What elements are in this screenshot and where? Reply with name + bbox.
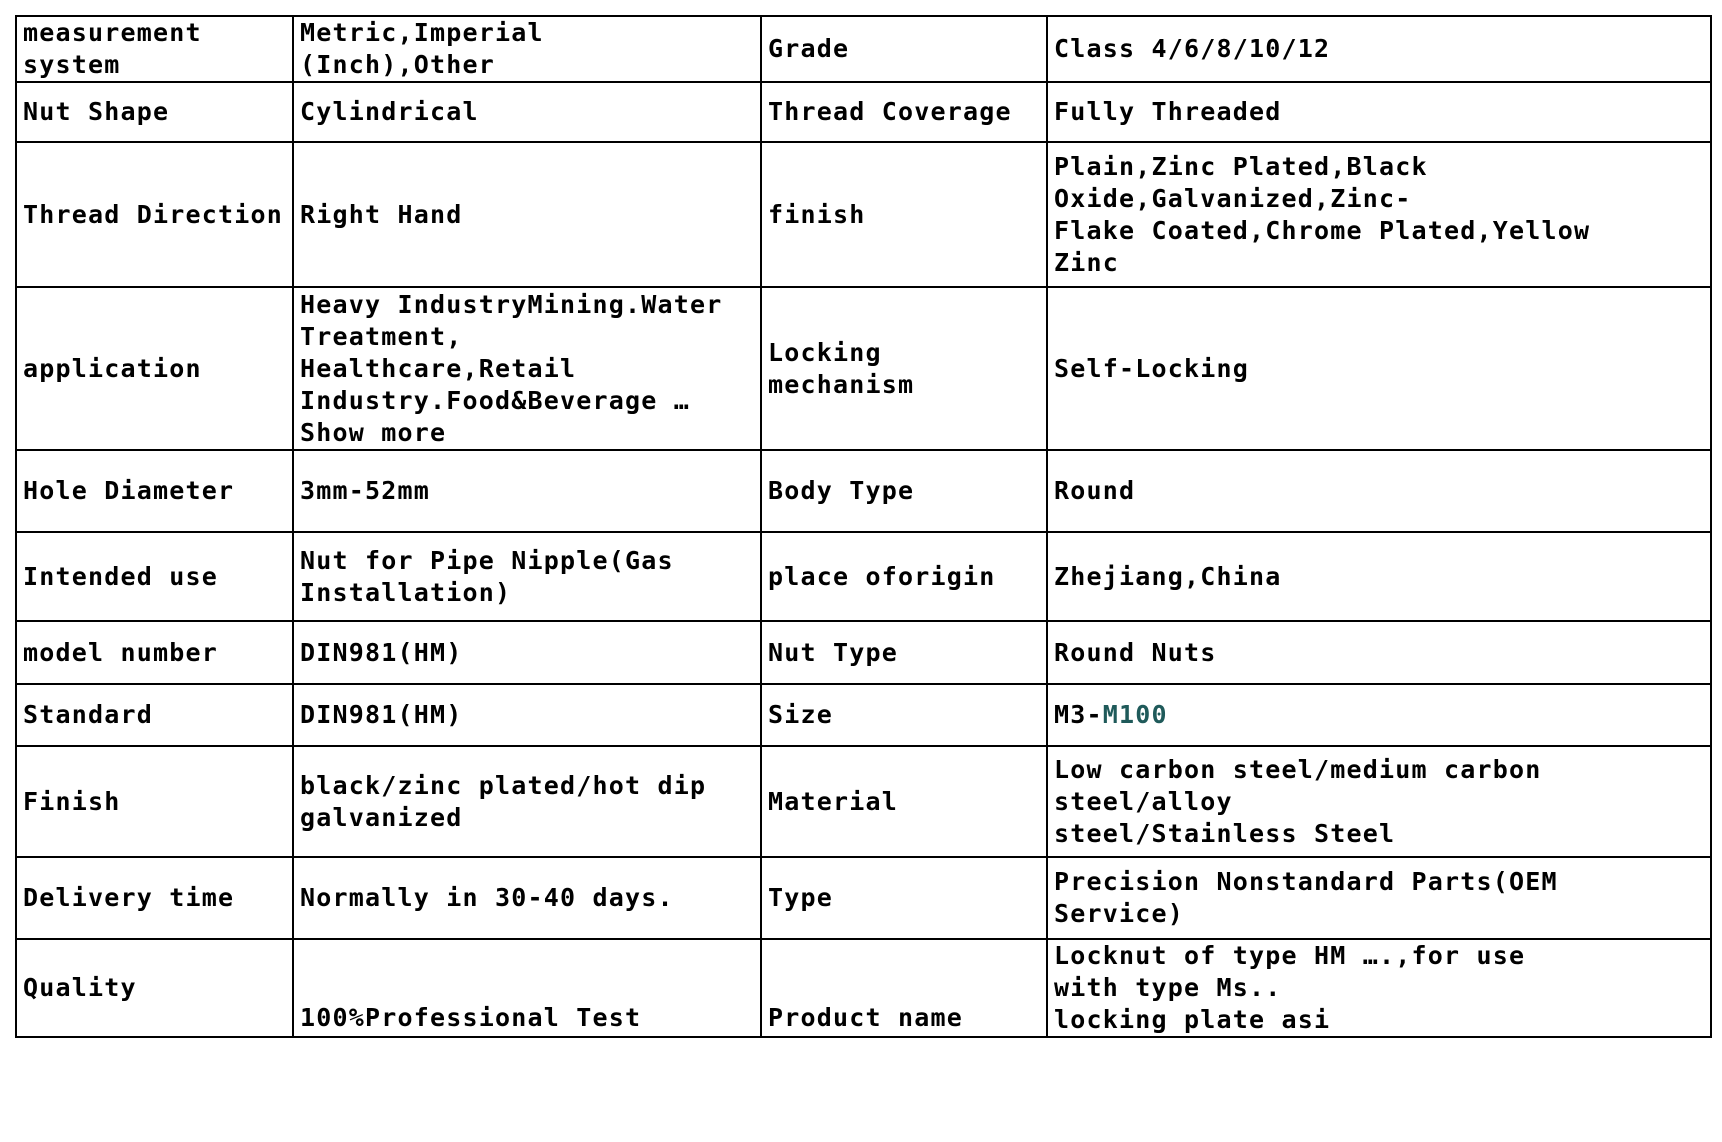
finish-2-line: galvanized — [300, 802, 463, 832]
table-row — [16, 746, 1711, 857]
spec-key-size: Size — [761, 684, 1047, 746]
spec-key-model-number: model number — [16, 621, 293, 684]
spec-value-material — [1047, 746, 1711, 857]
show-more-link[interactable]: Show more — [300, 417, 447, 447]
spec-value-model-number: DIN981(HM) — [293, 621, 761, 684]
spec-key-product-name: Product name — [761, 939, 1047, 1037]
spec-value-finish-2 — [293, 746, 761, 857]
spec-value-product-name — [1047, 939, 1711, 1037]
type-line: Precision Nonstandard Parts(OEM — [1054, 867, 1558, 896]
spec-value-finish — [1047, 142, 1711, 287]
table-row — [16, 939, 1711, 1037]
material-line: Low carbon steel/medium carbon — [1054, 754, 1542, 784]
spec-key-thread-coverage: Thread Coverage — [761, 82, 1047, 142]
spec-value-nut-type: Round Nuts — [1047, 621, 1711, 684]
spec-key-type: Type — [761, 857, 1047, 939]
spec-key-quality: Quality — [16, 939, 293, 1037]
spec-value-locking-mechanism: Self-Locking — [1047, 287, 1711, 450]
spec-key-measurement-system: measurement system — [16, 16, 293, 82]
table-row — [16, 287, 1711, 450]
spec-key-nut-shape: Nut Shape — [16, 82, 293, 142]
application-line: Treatment, — [300, 321, 463, 351]
spec-key-place-of-origin: place oforigin — [761, 532, 1047, 621]
type-line: Service) — [1054, 899, 1185, 928]
spec-key-thread-direction: Thread Direction — [16, 142, 293, 287]
finish-line: Plain,Zinc Plated,Black — [1054, 151, 1428, 181]
spec-key-locking-mechanism: Locking mechanism — [761, 287, 1047, 450]
application-line: Healthcare,Retail — [300, 353, 577, 383]
application-line: Heavy IndustryMining.Water — [300, 289, 723, 319]
spec-key-finish: finish — [761, 142, 1047, 287]
table-row — [16, 621, 1711, 684]
spec-value-delivery-time: Normally in 30-40 days. — [293, 857, 761, 939]
table-row — [16, 450, 1711, 532]
intended-use-line: Installation) — [300, 577, 512, 607]
spec-value-size — [1047, 684, 1711, 746]
material-line: steel/Stainless Steel — [1054, 818, 1396, 848]
finish-line: Oxide,Galvanized,Zinc- — [1054, 183, 1412, 213]
spec-value-thread-direction: Right Hand — [293, 142, 761, 287]
finish-line: Zinc — [1054, 247, 1120, 277]
spec-key-delivery-time: Delivery time — [16, 857, 293, 939]
spec-value-application — [293, 287, 761, 450]
spec-key-application: application — [16, 287, 293, 450]
table-row — [16, 857, 1711, 939]
spec-key-intended-use: Intended use — [16, 532, 293, 621]
spec-key-grade: Grade — [761, 16, 1047, 82]
product-spec-table — [15, 15, 1712, 1038]
spec-key-nut-type: Nut Type — [761, 621, 1047, 684]
table-row — [16, 684, 1711, 746]
spec-key-material: Material — [761, 746, 1047, 857]
material-line: steel/alloy — [1054, 786, 1233, 816]
intended-use-line: Nut for Pipe Nipple(Gas — [300, 545, 674, 575]
product-name-line: locking plate asi — [1054, 1005, 1331, 1034]
spec-value-grade: Class 4/6/8/10/12 — [1047, 16, 1711, 82]
product-name-line: Locknut of type HM ….,for use — [1054, 941, 1526, 970]
spec-value-measurement-system: Metric,Imperial (Inch),Other — [293, 16, 761, 82]
spec-key-hole-diameter: Hole Diameter — [16, 450, 293, 532]
spec-value-body-type: Round — [1047, 450, 1711, 532]
table-row — [16, 16, 1711, 82]
spec-value-quality: 100%Professional Test — [293, 939, 761, 1037]
spec-key-standard: Standard — [16, 684, 293, 746]
spec-key-finish-2: Finish — [16, 746, 293, 857]
finish-line: Flake Coated,Chrome Plated,Yellow — [1054, 215, 1591, 245]
spec-value-intended-use — [293, 532, 761, 621]
spec-value-standard: DIN981(HM) — [293, 684, 761, 746]
table-row — [16, 532, 1711, 621]
application-line: Industry.Food&Beverage … — [300, 385, 691, 415]
spec-key-body-type: Body Type — [761, 450, 1047, 532]
spec-value-nut-shape: Cylindrical — [293, 82, 761, 142]
product-name-line: with type Ms.. — [1054, 973, 1282, 1002]
spec-value-place-of-origin: Zhejiang,China — [1047, 532, 1711, 621]
size-min: M3- — [1054, 700, 1103, 729]
spec-value-thread-coverage: Fully Threaded — [1047, 82, 1711, 142]
finish-2-line: black/zinc plated/hot dip — [300, 770, 707, 800]
spec-value-type — [1047, 857, 1711, 939]
spec-value-hole-diameter: 3mm-52mm — [293, 450, 761, 532]
table-row — [16, 142, 1711, 287]
table-row — [16, 82, 1711, 142]
size-max: M100 — [1102, 700, 1168, 729]
